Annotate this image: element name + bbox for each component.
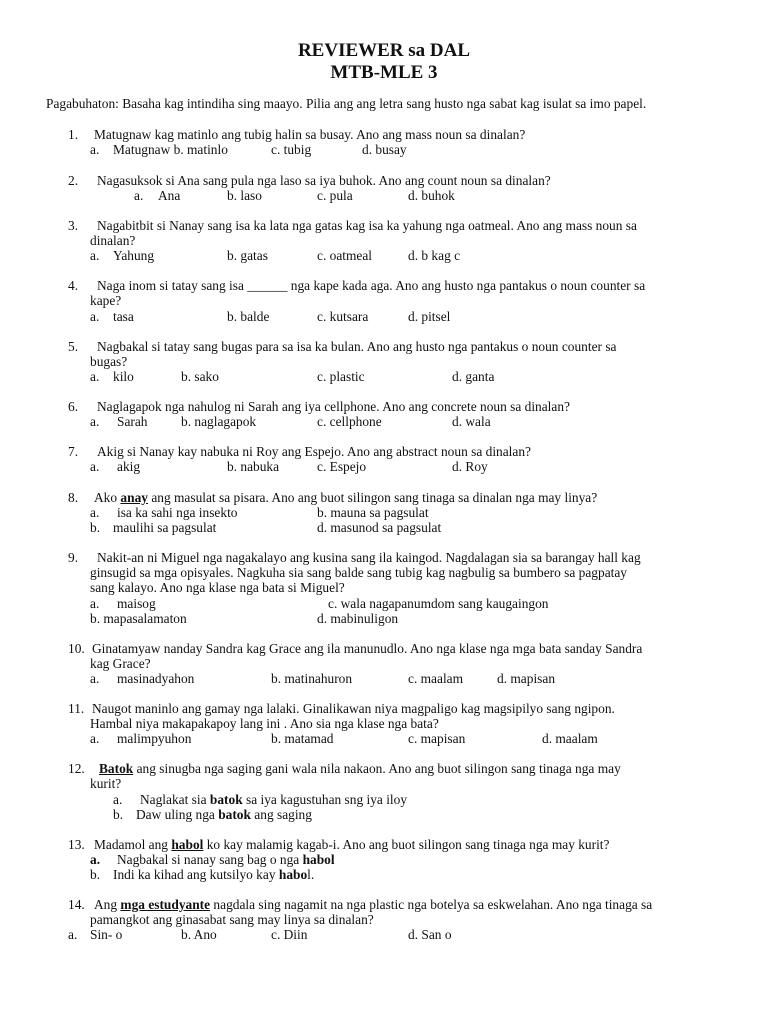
option: Ana: [158, 188, 181, 203]
question-number: 5.: [68, 339, 79, 354]
instructions: Pagabuhaton: Basaha kag intindiha sing maayo. Pilia ang ang letra sang husto nga sabat kag isulat sa imo papel.: [46, 96, 647, 111]
option-text-part: Daw uling nga: [136, 807, 219, 822]
option-letter: a.: [90, 671, 100, 686]
question-number: 10.: [68, 641, 85, 656]
question-text-cont: kurit?: [90, 776, 122, 791]
option: d. b kag c: [408, 248, 461, 263]
underlined-word: anay: [120, 490, 148, 505]
option: d. masunod sa pagsulat: [317, 520, 442, 535]
question-text-cont: ginsugid sa mga opisyales. Nagkuha sia sang balde sang tubig kag nagbulig sa bumbero sa pagpatay: [90, 565, 627, 580]
option: Matugnaw b. matinlo: [113, 142, 228, 157]
option-letter: a.: [90, 852, 101, 867]
question-text: Naugot maninlo ang gamay nga lalaki. Ginalikawan niya magpaligo kag magsipilyo sang ngipon.: [92, 701, 615, 716]
option: d. pitsel: [408, 309, 451, 324]
option: b. mauna sa pagsulat: [317, 505, 429, 520]
option: d. maalam: [542, 731, 598, 746]
option: c. wala nagapanumdom sang kaugaingon: [328, 596, 549, 611]
option: b. gatas: [227, 248, 268, 263]
option-letter: b.: [90, 520, 101, 535]
question-text-part: Ang: [94, 897, 121, 912]
question-text: Nagbakal si tatay sang bugas para sa isa ka bulan. Ano ang husto nga pantakus o noun counter sa: [97, 339, 617, 354]
question-number: 11.: [68, 701, 85, 716]
option-letter: a.: [113, 792, 123, 807]
option: b. Ano: [181, 927, 217, 942]
option: d. wala: [452, 414, 491, 429]
option: b. nabuka: [227, 459, 280, 474]
option: d. busay: [362, 142, 407, 157]
option: c. oatmeal: [317, 248, 373, 263]
option-text-part: sa iya kagustuhan sng iya iloy: [242, 792, 408, 807]
question-text: [94, 897, 652, 912]
option: b. naglagapok: [181, 414, 257, 429]
question-text: Nakit-an ni Miguel nga nagakalayo ang kusina sang ila kaingod. Nagdalagan sia sa barangay hall kag: [97, 550, 641, 565]
option-letter: a.: [90, 369, 100, 384]
question-number: 6.: [68, 399, 79, 414]
question-text: [99, 761, 621, 776]
option: d. buhok: [408, 188, 455, 203]
keyword: habo: [278, 867, 308, 882]
question-text-cont: dinalan?: [90, 233, 136, 248]
option: [140, 792, 407, 807]
question-number: 2.: [68, 173, 79, 188]
question-text: Nagabitbit si Nanay sang isa ka lata nga gatas kag isa ka yahung nga oatmeal. Ano ang mass noun sa: [97, 218, 637, 233]
option: [113, 867, 314, 882]
underlined-word: Batok: [99, 761, 134, 776]
question-number: 8.: [68, 490, 79, 505]
option: d. San o: [408, 927, 452, 942]
question-text: [94, 490, 597, 505]
question-text-part: Ako: [94, 490, 121, 505]
option-letter: a.: [90, 596, 100, 611]
option-letter: a.: [90, 731, 100, 746]
question-text-part: ang sinugba nga saging gani wala nila nakaon. Ano ang buot silingon sang tinaga nga may: [133, 761, 621, 776]
option: tasa: [113, 309, 134, 324]
question-text: Naglagapok nga nahulog ni Sarah ang iya cellphone. Ano ang concrete noun sa dinalan?: [97, 399, 570, 414]
option-text-part: Naglakat sia: [140, 792, 210, 807]
option: c. kutsara: [317, 309, 369, 324]
option: c. tubig: [271, 142, 312, 157]
option-letter: b.: [113, 807, 124, 822]
question-text: Naga inom si tatay sang isa ______ nga kape kada aga. Ano ang husto nga pantakus o noun counter sa: [97, 278, 646, 293]
keyword: batok: [209, 792, 243, 807]
option: maisog: [117, 596, 156, 611]
option-letter: a.: [90, 142, 100, 157]
option-text-part: ang saging: [250, 807, 312, 822]
option: c. pula: [317, 188, 353, 203]
question-text: [94, 837, 609, 852]
option: maulihi sa pagsulat: [113, 520, 217, 535]
option: kilo: [113, 369, 134, 384]
option-letter: a.: [68, 927, 78, 942]
option: b. matamad: [271, 731, 334, 746]
option: masinadyahon: [117, 671, 195, 686]
keyword: batok: [218, 807, 251, 822]
question-text-cont: pamangkot ang ginasabat sang may linya sa dinalan?: [90, 912, 374, 927]
question-text-cont: bugas?: [90, 354, 128, 369]
option: c. plastic: [317, 369, 365, 384]
option: c. cellphone: [317, 414, 382, 429]
option: akig: [117, 459, 141, 474]
option-letter: a.: [90, 248, 100, 263]
question-number: 7.: [68, 444, 79, 459]
option: b. matinahuron: [271, 671, 353, 686]
option: [136, 807, 312, 822]
option-text-part: Nagbakal si nanay sang bag o nga: [117, 852, 303, 867]
option-letter: a.: [90, 414, 100, 429]
option-letter: a.: [90, 459, 100, 474]
underlined-word: habol: [171, 837, 204, 852]
option: Sin- o: [90, 927, 123, 942]
option: c. Espejo: [317, 459, 367, 474]
question-text-cont: sang kalayo. Ano nga klase nga bata si Miguel?: [90, 580, 345, 595]
option: d. mabinuligon: [317, 611, 399, 626]
question-text: Matugnaw kag matinlo ang tubig halin sa busay. Ano ang mass noun sa dinalan?: [94, 127, 526, 142]
document-subtitle: MTB-MLE 3: [330, 62, 438, 83]
question-text-part: Madamol ang: [94, 837, 172, 852]
question-number: 4.: [68, 278, 79, 293]
option-letter: a.: [90, 505, 100, 520]
question-text-part: nagdala sing nagamit na nga plastic nga botelya sa eskwelahan. Ano nga tinaga sa: [210, 897, 653, 912]
option: c. maalam: [408, 671, 464, 686]
question-number: 13.: [68, 837, 85, 852]
option-letter: a.: [90, 309, 100, 324]
option: d. mapisan: [497, 671, 556, 686]
question-number: 3.: [68, 218, 79, 233]
option-letter: b.: [90, 867, 101, 882]
option: b. laso: [227, 188, 262, 203]
option: Yahung: [113, 248, 155, 263]
question-number: 9.: [68, 550, 79, 565]
option-text-part: l.: [307, 867, 315, 882]
option-text-part: Indi ka kihad ang kutsilyo kay: [113, 867, 279, 882]
option: c. Diin: [271, 927, 308, 942]
question-text-cont: Hambal niya makapakapoy lang ini . Ano sia nga klase nga bata?: [90, 716, 439, 731]
question-text-cont: kag Grace?: [90, 656, 151, 671]
option: d. ganta: [452, 369, 495, 384]
option: [117, 852, 335, 867]
question-number: 12.: [68, 761, 85, 776]
underlined-word: mga estudyante: [120, 897, 211, 912]
question-number: 14.: [68, 897, 85, 912]
option: b. mapasalamaton: [90, 611, 187, 626]
option: c. mapisan: [408, 731, 466, 746]
question-number: 1.: [68, 127, 79, 142]
option: b. sako: [181, 369, 219, 384]
question-text-cont: kape?: [90, 293, 122, 308]
option: Sarah: [117, 414, 148, 429]
option: isa ka sahi nga insekto: [117, 505, 238, 520]
keyword: habol: [302, 852, 335, 867]
option: malimpyuhon: [117, 731, 192, 746]
document-title: REVIEWER sa DAL: [297, 40, 471, 61]
option-letter: a.: [134, 188, 144, 203]
question-text: Akig si Nanay kay nabuka ni Roy ang Espejo. Ano ang abstract noun sa dinalan?: [97, 444, 531, 459]
question-text: Ginatamyaw nanday Sandra kag Grace ang ila manunudlo. Ano nga klase nga mga bata sanday Sandra: [92, 641, 643, 656]
option: d. Roy: [452, 459, 488, 474]
question-text-part: ang masulat sa pisara. Ano ang buot silingon sang tinaga sa dinalan nga may linya?: [147, 490, 598, 505]
option: b. balde: [227, 309, 270, 324]
question-text-part: ko kay malamig kagab-i. Ano ang buot silingon sang tinaga nga may kurit?: [203, 837, 610, 852]
question-text: Nagasuksok si Ana sang pula nga laso sa iya buhok. Ano ang count noun sa dinalan?: [97, 173, 551, 188]
